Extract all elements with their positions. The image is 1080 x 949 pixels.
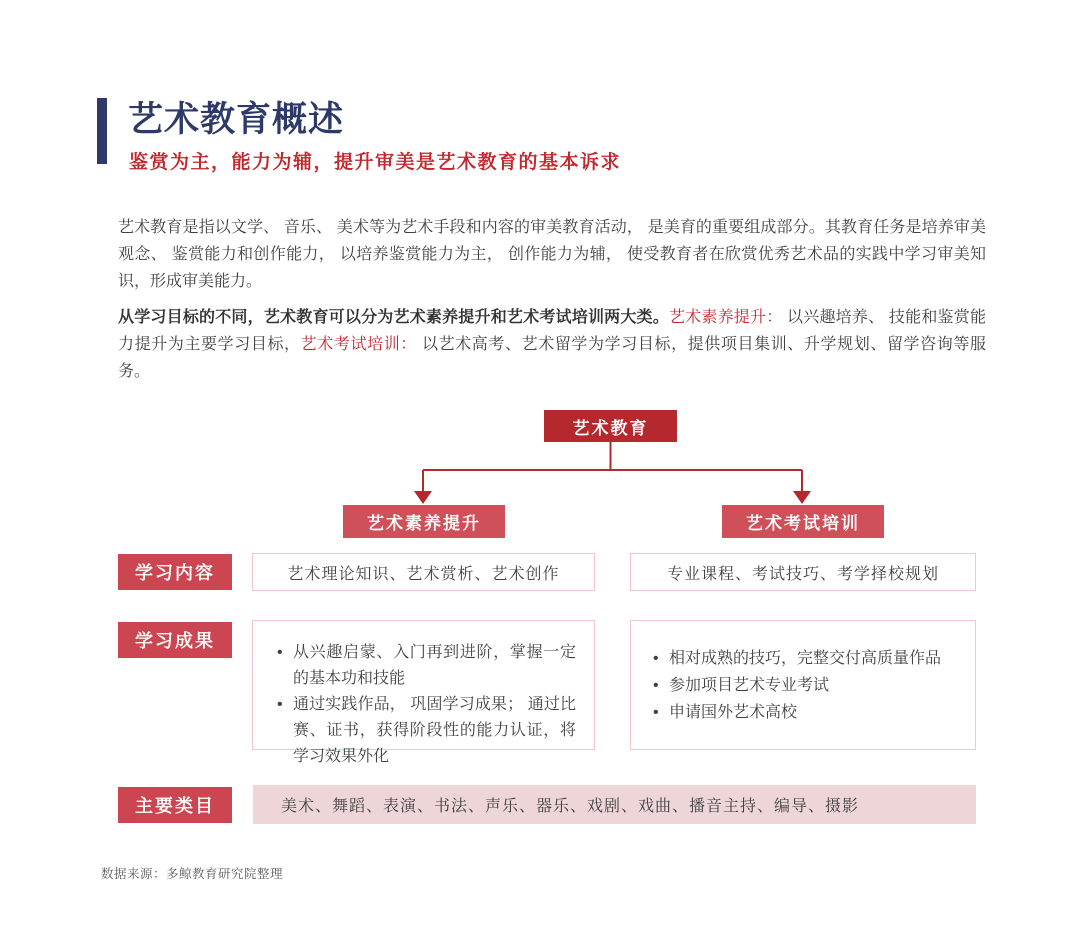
node-art-exam-training: 艺术考试培训 (722, 505, 884, 538)
content-outcomes-right (630, 620, 976, 750)
page-title: 艺术教育概述 (128, 100, 345, 139)
bullet-item: • 相对成熟的技巧，完整交付高质量作品 (651, 645, 965, 672)
arrow-down-left-icon (414, 491, 432, 504)
page-subtitle: 鉴赏为主，能力为辅，提升审美是艺术教育的基本诉求 (129, 152, 622, 173)
term-suyang-desc: 以兴趣培养、 技能和鉴赏能力提升为主要学习目标， (118, 309, 986, 353)
bullet-item: • 从兴趣启蒙、入门再到进阶，掌握一定的基本功和技能 (275, 640, 576, 692)
arrow-down-right-icon (793, 491, 811, 504)
term-kaoshi: 艺术考试培训： (300, 336, 417, 353)
term-kaoshi-desc: 以艺术高考、艺术留学为学习目标，提供项目集训、升学规划、留学咨询等服务。 (118, 336, 986, 380)
categories-strip (253, 785, 976, 824)
row-label-main-categories: 主要类目 (118, 787, 232, 823)
categories-text: 美术、舞蹈、表演、书法、声乐、器乐、戏剧、戏曲、播音主持、编导、摄影 (281, 798, 860, 815)
classification-paragraph (118, 304, 986, 385)
row-label-learning-outcomes: 学习成果 (118, 622, 232, 658)
outcomes-left-list (275, 640, 576, 770)
outcomes-right-list (651, 645, 965, 726)
node-art-education: 艺术教育 (544, 410, 677, 442)
tree-connector-lines (0, 442, 1080, 508)
row-label-learning-content: 学习内容 (118, 554, 232, 590)
title-accent-bar (97, 98, 107, 164)
bullet-item: • 通过实践作品， 巩固学习成果； 通过比赛、证书，获得阶段性的能力认证，将学习效果外化 (275, 692, 576, 770)
bullet-item: • 申请国外艺术高校 (651, 699, 965, 726)
content-learning-right: 专业课程、考试技巧、考学择校规划 (630, 553, 976, 591)
intro-paragraph: 艺术教育是指以文学、 音乐、 美术等为艺术手段和内容的审美教育活动， 是美育的重要组成部分。其教育任务是培养审美观念、 鉴赏能力和创作能力， 以培养鉴赏能力为主， 创作能力为辅， 使受教育者在欣赏优秀艺术品的实践中学习审美知识，形成审美能力。 (118, 219, 986, 290)
content-outcomes-left (252, 620, 595, 765)
term-suyang: 艺术素养提升： (668, 309, 783, 326)
data-source-note: 数据来源：多鲸教育研究院整理 (101, 867, 284, 881)
classification-lead: 从学习目标的不同，艺术教育可以分为艺术素养提升和艺术考试培训两大类。 (118, 309, 669, 326)
bullet-item: • 参加项目艺术专业考试 (651, 672, 965, 699)
node-art-literacy: 艺术素养提升 (343, 505, 505, 538)
content-learning-left: 艺术理论知识、艺术赏析、艺术创作 (252, 553, 595, 591)
